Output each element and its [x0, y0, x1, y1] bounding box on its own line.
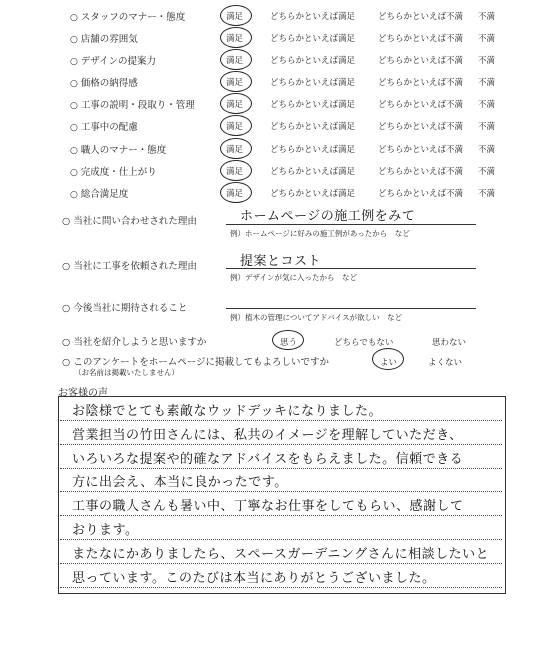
rating-option[interactable]: 不満 — [478, 167, 496, 177]
rating-option[interactable]: 不満 — [478, 100, 496, 110]
rating-item-label: 職人のマナー・態度 — [80, 145, 167, 156]
rating-option[interactable]: 不満 — [478, 122, 496, 132]
rating-row-label — [70, 31, 138, 45]
expectation-example: 例）植木の管理についてアドバイスが欲しい など — [230, 313, 403, 322]
voice-ruled-line — [60, 515, 502, 516]
rating-item-label: 店舗の雰囲気 — [80, 34, 138, 45]
bullet-icon: ○ — [70, 123, 81, 133]
rating-item-label: スタッフのマナー・態度 — [80, 12, 186, 23]
rating-option[interactable]: 不満 — [478, 78, 496, 88]
rating-option[interactable]: 不満 — [478, 34, 496, 44]
inquiry-reason-label: 当社に問い合わせされた理由 — [73, 216, 197, 227]
rating-option[interactable]: どちらかといえば満足 — [270, 34, 356, 44]
rating-option[interactable]: どちらかといえば満足 — [270, 100, 356, 110]
publish-option-yes[interactable]: よい — [380, 358, 398, 368]
rating-option[interactable]: どちらかといえば不満 — [378, 189, 464, 199]
voice-ruled-line — [60, 420, 502, 421]
rating-option[interactable]: 不満 — [478, 12, 496, 22]
voice-line: またなにかありましたら、スペースガーデニングさんに相談したいと — [72, 546, 490, 562]
rating-option[interactable]: 満足 — [226, 122, 244, 132]
inquiry-reason-example: 例）ホームページに好みの施工例があったから など — [230, 229, 410, 238]
rating-item-label: 完成度・仕上がり — [80, 167, 157, 178]
rating-option[interactable]: どちらかといえば満足 — [270, 56, 356, 66]
rating-row-label — [70, 119, 138, 133]
bullet-icon: ○ — [70, 146, 81, 156]
rating-option[interactable]: 不満 — [478, 189, 496, 199]
rating-selected-circle — [220, 71, 252, 92]
expectation-label: 今後当社に期待されること — [73, 303, 188, 314]
rating-item-label: 総合満足度 — [80, 189, 129, 200]
inquiry-reason-question: ○ 当社に問い合わせされた理由 — [62, 216, 197, 227]
rating-option[interactable]: 不満 — [478, 145, 496, 155]
rating-option[interactable]: 満足 — [226, 34, 244, 44]
order-answer-underline — [226, 268, 476, 269]
voice-ruled-line — [60, 587, 502, 588]
rating-option[interactable]: どちらかといえば満足 — [270, 78, 356, 88]
rating-row-label — [70, 142, 166, 156]
voice-line: おります。 — [72, 523, 139, 538]
rating-option[interactable]: どちらかといえば不満 — [378, 145, 464, 155]
voice-line: 営業担当の竹田さんには、私共のイメージを理解していただき、 — [72, 427, 463, 443]
rating-selected-circle — [220, 49, 252, 70]
voice-line: 工事の職人さんも暑い中、丁寧なお仕事をしてもらい、感謝して — [72, 499, 464, 515]
rating-row-label — [70, 53, 156, 67]
rating-option[interactable]: どちらかといえば満足 — [270, 12, 356, 22]
rating-option[interactable]: 満足 — [226, 145, 244, 155]
rating-item-label: 価格の納得感 — [80, 78, 138, 89]
order-reason-label: 当社に工事を依頼された理由 — [73, 261, 197, 272]
rating-selected-circle — [220, 182, 252, 203]
rating-row-label — [70, 75, 138, 89]
voice-line: いろいろな提案や的確なアドバイスをもらえました。信頼できる — [72, 451, 464, 467]
rating-item-label: デザインの提案力 — [80, 56, 157, 67]
inquiry-answer-underline — [226, 224, 476, 225]
rating-option[interactable]: 満足 — [226, 78, 244, 88]
rating-row-label — [70, 9, 185, 23]
recommend-option-neutral[interactable]: どちらでもない — [334, 338, 394, 348]
rating-row-label — [70, 97, 195, 111]
rating-selected-circle — [220, 115, 252, 136]
rating-option[interactable]: どちらかといえば満足 — [270, 122, 356, 132]
rating-selected-circle — [220, 27, 252, 48]
rating-option[interactable]: どちらかといえば不満 — [378, 56, 464, 66]
recommend-label: 当社を紹介しようと思いますか — [73, 337, 207, 348]
rating-option[interactable]: 満足 — [226, 56, 244, 66]
bullet-icon: ○ — [70, 101, 81, 111]
order-reason-answer: 提案とコスト — [240, 254, 322, 269]
rating-option[interactable]: どちらかといえば不満 — [378, 167, 464, 177]
rating-option[interactable]: 満足 — [226, 100, 244, 110]
rating-option[interactable]: どちらかといえば満足 — [270, 145, 356, 155]
rating-item-label: 工事の説明・段取り・管理 — [80, 100, 195, 111]
order-reason-example: 例）デザインが気に入ったから など — [230, 273, 357, 282]
publish-selected-circle — [372, 348, 404, 370]
voice-line: お陰様でとても素敵なウッドデッキになりました。 — [72, 404, 382, 419]
bullet-icon: ○ — [70, 79, 81, 89]
voice-ruled-line — [60, 444, 502, 445]
voice-ruled-line — [60, 491, 502, 492]
publish-option-no[interactable]: よくない — [428, 358, 463, 368]
recommend-selected-circle — [272, 330, 304, 350]
rating-option[interactable]: どちらかといえば不満 — [378, 34, 464, 44]
voice-ruled-line — [60, 563, 502, 564]
rating-selected-circle — [220, 5, 252, 26]
rating-item-label: 工事中の配慮 — [80, 122, 138, 133]
bullet-icon: ○ — [70, 190, 81, 200]
bullet-icon: ○ — [70, 57, 81, 67]
rating-option[interactable]: どちらかといえば不満 — [378, 78, 464, 88]
voice-ruled-line — [60, 539, 502, 540]
rating-option[interactable]: どちらかといえば不満 — [378, 122, 464, 132]
order-reason-question: ○ 当社に工事を依頼された理由 — [62, 261, 197, 272]
rating-option[interactable]: 不満 — [478, 56, 496, 66]
rating-option[interactable]: 満足 — [226, 189, 244, 199]
publish-label: このアンケートをホームページに掲載してもよろしいですか — [73, 357, 330, 368]
rating-selected-circle — [220, 138, 252, 159]
rating-row-label — [70, 186, 128, 200]
rating-selected-circle — [220, 160, 252, 181]
publish-note: （お名前は掲載いたしません） — [74, 368, 179, 377]
rating-selected-circle — [220, 93, 252, 114]
expectation-answer-underline — [226, 308, 476, 309]
voice-line: 方に出会え、本当に良かったです。 — [72, 475, 288, 491]
rating-option[interactable]: どちらかといえば不満 — [378, 12, 464, 22]
bullet-icon: ○ — [70, 13, 81, 23]
bullet-icon: ○ — [70, 35, 81, 45]
rating-option[interactable]: どちらかといえば満足 — [270, 167, 356, 177]
voice-title: お客様の声 — [58, 388, 108, 399]
recommend-option-yes[interactable]: 思う — [280, 338, 298, 348]
inquiry-reason-answer: ホームページの施工例をみて — [240, 209, 416, 224]
recommend-option-no[interactable]: 思わない — [432, 338, 467, 348]
rating-option[interactable]: 満足 — [226, 12, 244, 22]
rating-option[interactable]: どちらかといえば満足 — [270, 189, 356, 199]
voice-ruled-line — [60, 468, 502, 469]
rating-option[interactable]: どちらかといえば不満 — [378, 100, 464, 110]
publish-question: ○ このアンケートをホームページに掲載してもよろしいですか — [62, 357, 330, 368]
rating-option[interactable]: 満足 — [226, 167, 244, 177]
voice-line: 思っています。このたびは本当にありがとうございました。 — [72, 570, 436, 586]
recommend-question: ○ 当社を紹介しようと思いますか — [62, 337, 207, 348]
expectation-question: ○ 今後当社に期待されること — [62, 303, 188, 314]
rating-row-label — [70, 164, 157, 178]
bullet-icon: ○ — [70, 168, 81, 178]
